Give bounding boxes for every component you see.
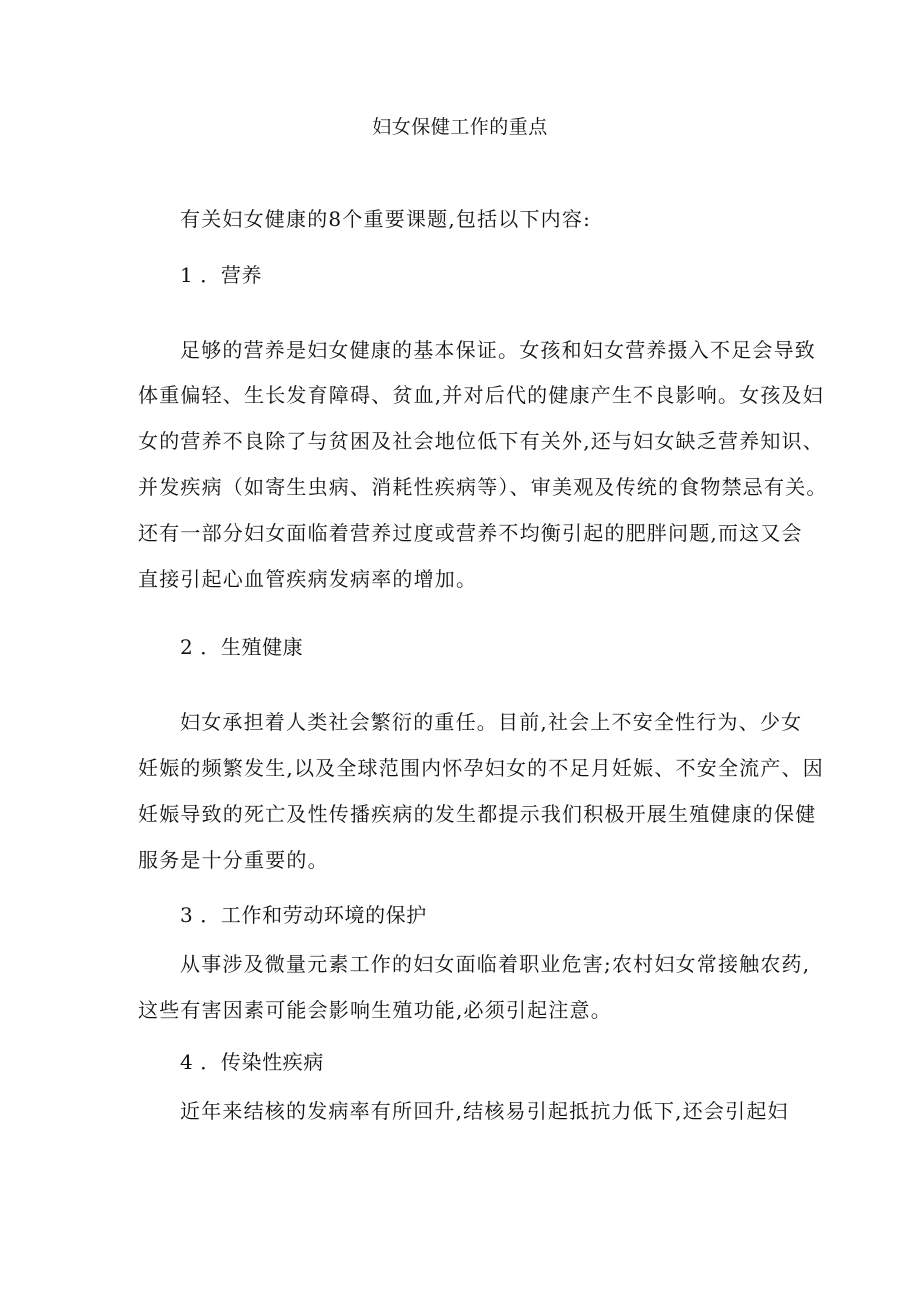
paragraph-line: 从事涉及微量元素工作的妇女面临着职业危害;农村妇女常接触农药, <box>180 952 811 976</box>
paragraph-line: 妊娠导致的死亡及性传播疾病的发生都提示我们积极开展生殖健康的保健 <box>138 802 817 826</box>
paragraph-line: 近年来结核的发病率有所回升,结核易引起抵抗力低下,还会引起妇 <box>180 1099 789 1123</box>
section-heading-work-environment: 3 ．工作和劳动环境的保护 <box>180 903 427 927</box>
document-title: 妇女保健工作的重点 <box>372 116 548 138</box>
paragraph-line: 还有一部分妇女面临着营养过度或营养不均衡引起的肥胖问题,而这又会 <box>138 521 803 545</box>
section-heading-infectious-disease: 4 ．传染性疾病 <box>180 1050 324 1074</box>
paragraph-line: 体重偏轻、生长发育障碍、贫血,并对后代的健康产生不良影响。女孩及妇 <box>138 383 824 407</box>
section-heading-reproductive-health: 2 ．生殖健康 <box>180 635 304 659</box>
intro-paragraph: 有关妇女健康的8个重要课题,包括以下内容: <box>180 207 592 231</box>
paragraph-line: 直接引起心血管疾病发病率的增加。 <box>138 567 478 591</box>
paragraph-line: 服务是十分重要的。 <box>138 848 329 872</box>
section-heading-nutrition: 1 ．营养 <box>180 263 263 287</box>
paragraph-line: 女的营养不良除了与贫困及社会地位低下有关外,还与妇女缺乏营养知识、 <box>138 429 824 453</box>
paragraph-line: 妇女承担着人类社会繁衍的重任。目前,社会上不安全性行为、少女 <box>180 710 803 734</box>
paragraph-line: 并发疾病（如寄生虫病、消耗性疾病等）、审美观及传统的食物禁忌有关。 <box>138 475 828 499</box>
paragraph-line: 妊娠的频繁发生,以及全球范围内怀孕妇女的不足月妊娠、不安全流产、因 <box>138 756 824 780</box>
paragraph-line: 这些有害因素可能会影响生殖功能,必须引起注意。 <box>138 998 612 1022</box>
paragraph-line: 足够的营养是妇女健康的基本保证。女孩和妇女营养摄入不足会导致 <box>180 338 816 362</box>
